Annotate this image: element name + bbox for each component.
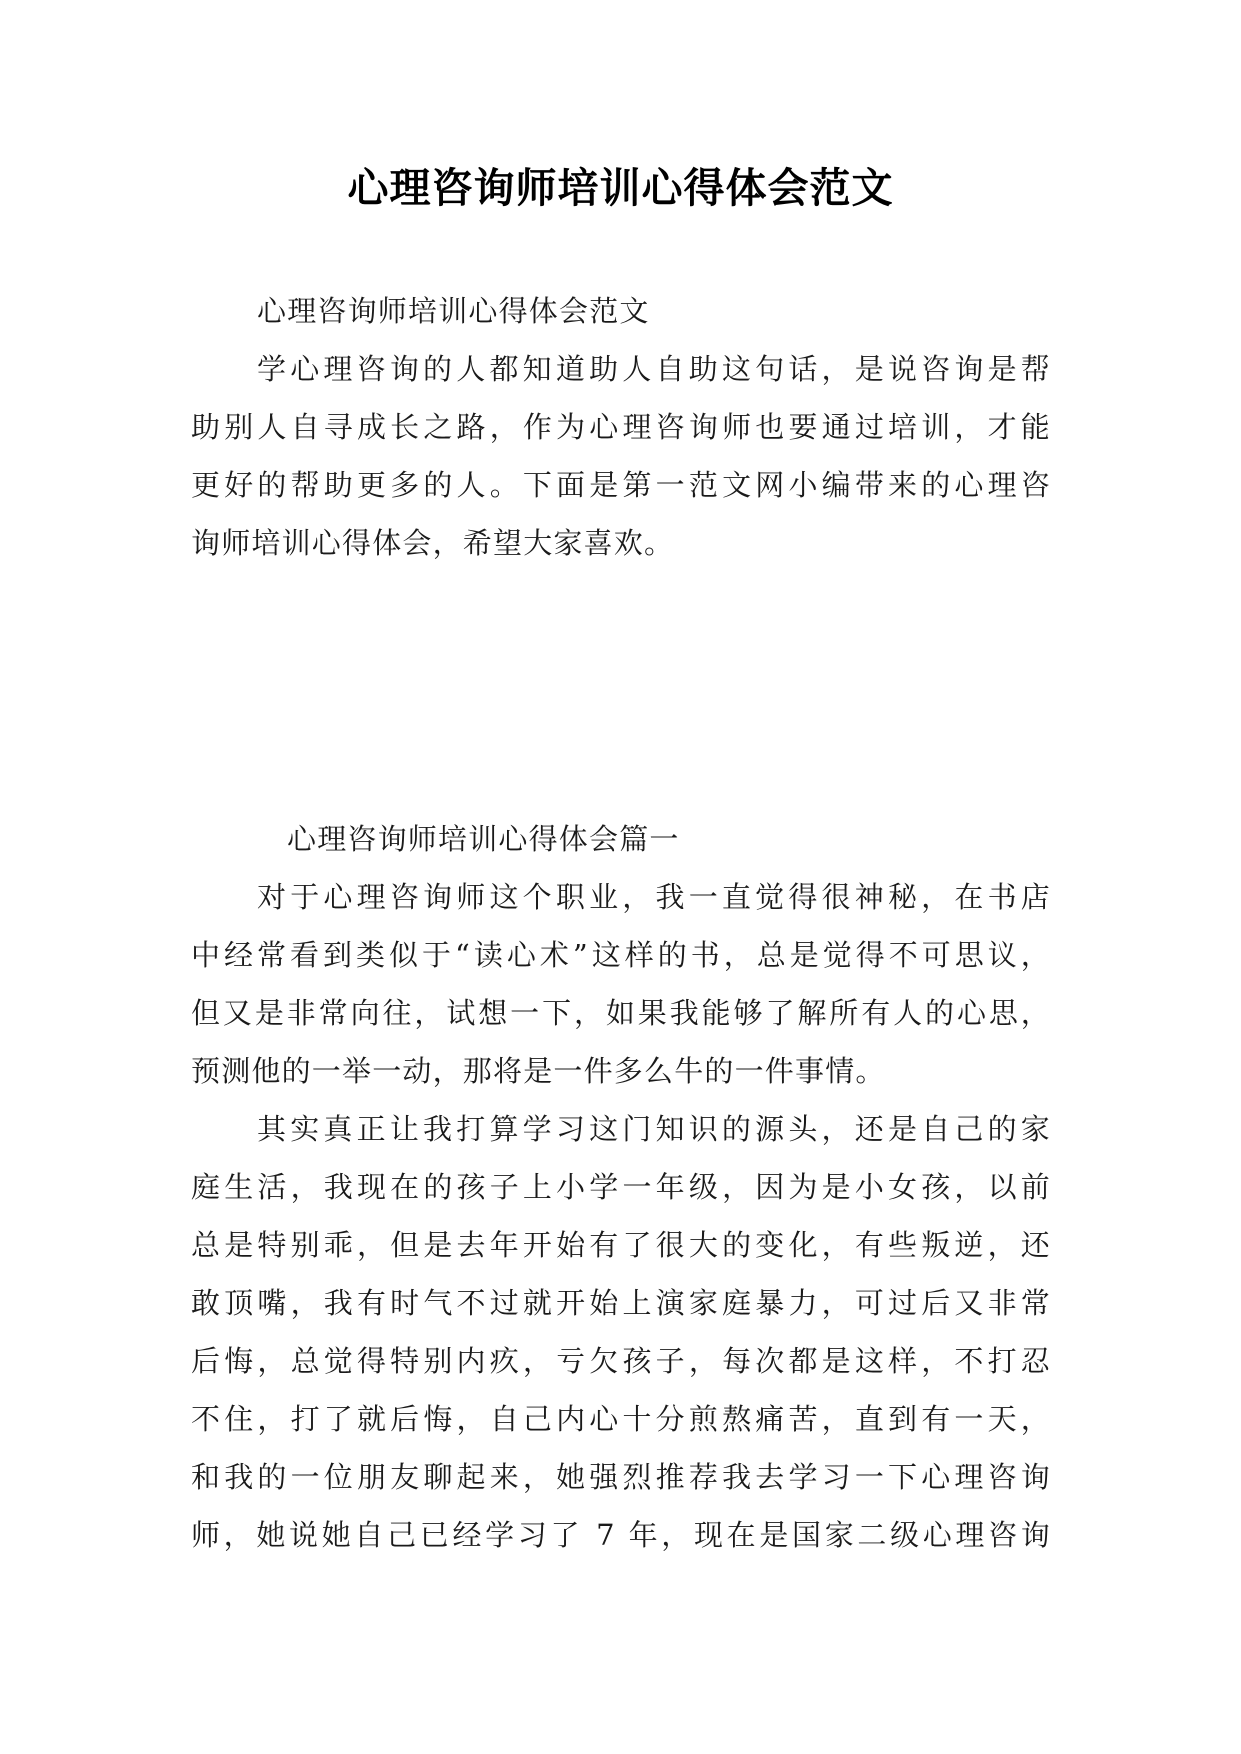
paragraph-line: 不住，打了就后悔，自己内心十分煎熬痛苦，直到有一天， (191, 1402, 1051, 1436)
paragraph-line: 敢顶嘴，我有时气不过就开始上演家庭暴力，可过后又非常 (191, 1286, 1051, 1320)
paragraph-line: 预测他的一举一动，那将是一件多么牛的一件事情。 (191, 1054, 886, 1088)
paragraph-line: 总是特别乖，但是去年开始有了很大的变化，有些叛逆，还 (191, 1228, 1051, 1262)
paragraph-line: 中经常看到类似于“读心术”这样的书，总是觉得不可思议， (191, 938, 1051, 972)
intro-paragraph-line: 助别人自寻成长之路，作为心理咨询师也要通过培训，才能 (191, 410, 1051, 444)
intro-paragraph-line: 更好的帮助更多的人。下面是第一范文网小编带来的心理咨 (191, 468, 1051, 502)
section-one (191, 810, 1051, 1564)
intro-paragraph-line: 询师培训心得体会，希望大家喜欢。 (191, 526, 675, 560)
document-title: 心理咨询师培训心得体会范文 (347, 164, 894, 212)
intro-paragraph-line: 学心理咨询的人都知道助人自助这句话，是说咨询是帮 (257, 352, 1051, 386)
paragraph-line: 但又是非常向往，试想一下，如果我能够了解所有人的心思， (191, 996, 1051, 1030)
paragraph-line: 对于心理咨询师这个职业，我一直觉得很神秘，在书店 (257, 880, 1051, 914)
paragraph-line: 其实真正让我打算学习这门知识的源头，还是自己的家 (257, 1112, 1051, 1146)
section-heading: 心理咨询师培训心得体会篇一 (287, 822, 680, 856)
paragraph-line: 师，她说她自己已经学习了 7 年，现在是国家二级心理咨询 (191, 1518, 1051, 1552)
intro-subtitle: 心理咨询师培训心得体会范文 (257, 294, 650, 328)
paragraph-line: 和我的一位朋友聊起来，她强烈推荐我去学习一下心理咨询 (191, 1460, 1051, 1494)
paragraph-line: 庭生活，我现在的孩子上小学一年级，因为是小女孩，以前 (191, 1170, 1051, 1204)
paragraph-line: 后悔，总觉得特别内疚，亏欠孩子，每次都是这样，不打忍 (191, 1344, 1051, 1378)
intro-section (191, 282, 1051, 572)
